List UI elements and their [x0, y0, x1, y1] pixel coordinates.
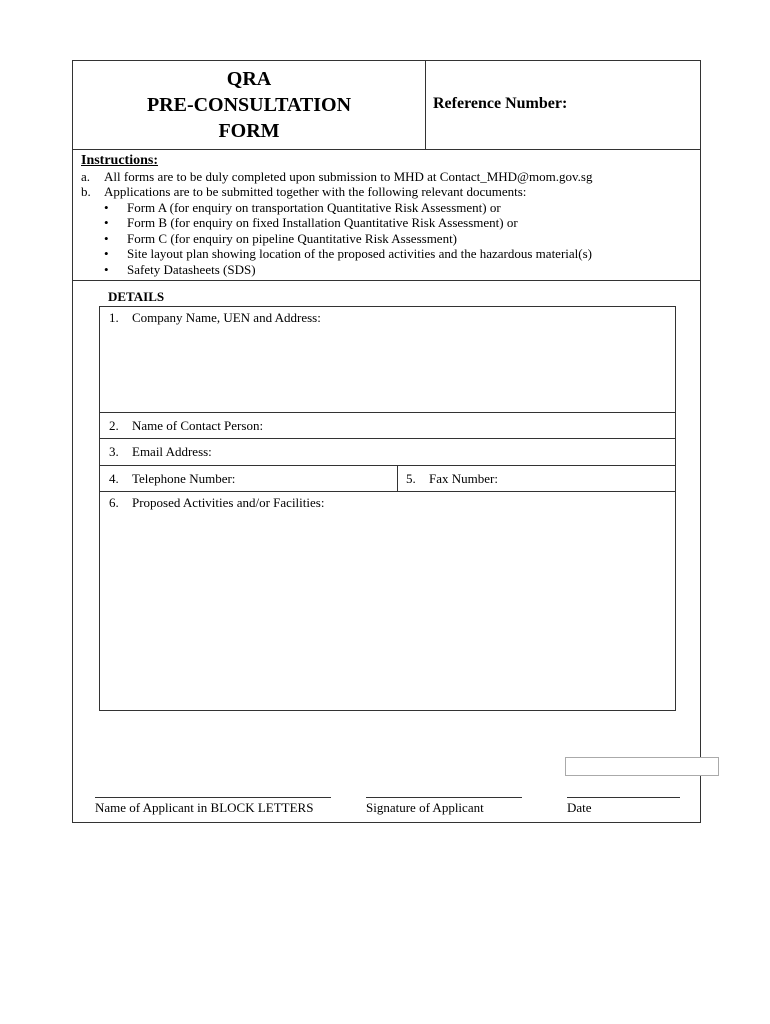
field-number: 5.: [406, 471, 416, 486]
bullet-icon: •: [104, 261, 109, 277]
section-divider: [73, 280, 700, 281]
date-input-box[interactable]: [565, 757, 719, 776]
qra-form: [72, 60, 701, 823]
title-line-2: PRE-CONSULTATION: [146, 94, 352, 116]
field-number: 6.: [109, 495, 119, 510]
column-divider: [397, 466, 398, 491]
instruction-letter: b.: [81, 184, 91, 199]
instruction-item: [81, 184, 691, 200]
company-field[interactable]: [100, 307, 675, 413]
instructions-title: Instructions:: [81, 153, 159, 168]
field-label: Fax Number:: [429, 471, 498, 486]
date-label: Date: [567, 800, 592, 815]
form-title: [73, 61, 426, 149]
bullet-text: Safety Datasheets (SDS): [127, 261, 256, 277]
bullet-icon: •: [104, 230, 109, 246]
field-label-group: [109, 444, 212, 460]
phone-fax-row: [100, 466, 675, 492]
bullet-item: [81, 246, 691, 262]
bullet-text: Form A (for enquiry on transportation Quantitative Risk Assessment) or: [127, 199, 501, 215]
contact-person-field[interactable]: [100, 413, 675, 439]
field-number: 1.: [109, 310, 119, 325]
bullet-item: [81, 215, 691, 231]
bullet-icon: •: [104, 199, 109, 215]
details-table: [99, 306, 676, 711]
name-signature-line: [95, 797, 331, 798]
title-line-1: QRA: [226, 68, 272, 90]
date-line: [567, 797, 680, 798]
signature-label: Signature of Applicant: [366, 800, 484, 815]
field-label-group: [109, 418, 263, 434]
bullet-text: Site layout plan showing location of the proposed activities and the hazardous material(s): [127, 246, 592, 261]
field-label-group: [109, 495, 324, 511]
reference-number-label: Reference Number:: [433, 95, 568, 112]
instruction-item: [81, 169, 691, 185]
telephone-field[interactable]: [109, 471, 235, 487]
bullet-icon: •: [104, 215, 109, 230]
form-header: [73, 61, 700, 150]
activities-field[interactable]: [100, 492, 675, 710]
field-label: Proposed Activities and/or Facilities:: [132, 495, 325, 510]
signature-line: [366, 797, 522, 798]
bullet-item: [81, 262, 691, 278]
fax-field[interactable]: [406, 471, 498, 487]
field-label: Telephone Number:: [132, 471, 236, 486]
instructions: [81, 153, 691, 277]
instruction-text: Applications are to be submitted together with the following relevant documents:: [104, 184, 527, 199]
title-line-3: FORM: [218, 120, 280, 142]
field-label: Email Address:: [132, 444, 212, 459]
bullet-text: Form B (for enquiry on fixed Installation Quantitative Risk Assessment) or: [127, 215, 518, 230]
field-label-group: [109, 310, 321, 326]
field-label: Company Name, UEN and Address:: [132, 310, 321, 325]
field-number: 3.: [109, 444, 119, 459]
bullet-icon: •: [104, 246, 109, 261]
name-of-applicant-label: Name of Applicant in BLOCK LETTERS: [95, 800, 314, 815]
bullet-text: Form C (for enquiry on pipeline Quantitative Risk Assessment): [127, 230, 458, 246]
field-label: Name of Contact Person:: [132, 418, 264, 433]
field-number: 2.: [109, 418, 119, 433]
instruction-letter: a.: [81, 168, 91, 184]
field-number: 4.: [109, 471, 119, 486]
details-title: DETAILS: [108, 289, 165, 304]
bullet-item: [81, 231, 691, 247]
bullet-item: [81, 200, 691, 216]
email-field[interactable]: [100, 439, 675, 466]
instruction-text: All forms are to be duly completed upon submission to MHD at Contact_MHD@mom.gov.sg: [104, 168, 593, 184]
